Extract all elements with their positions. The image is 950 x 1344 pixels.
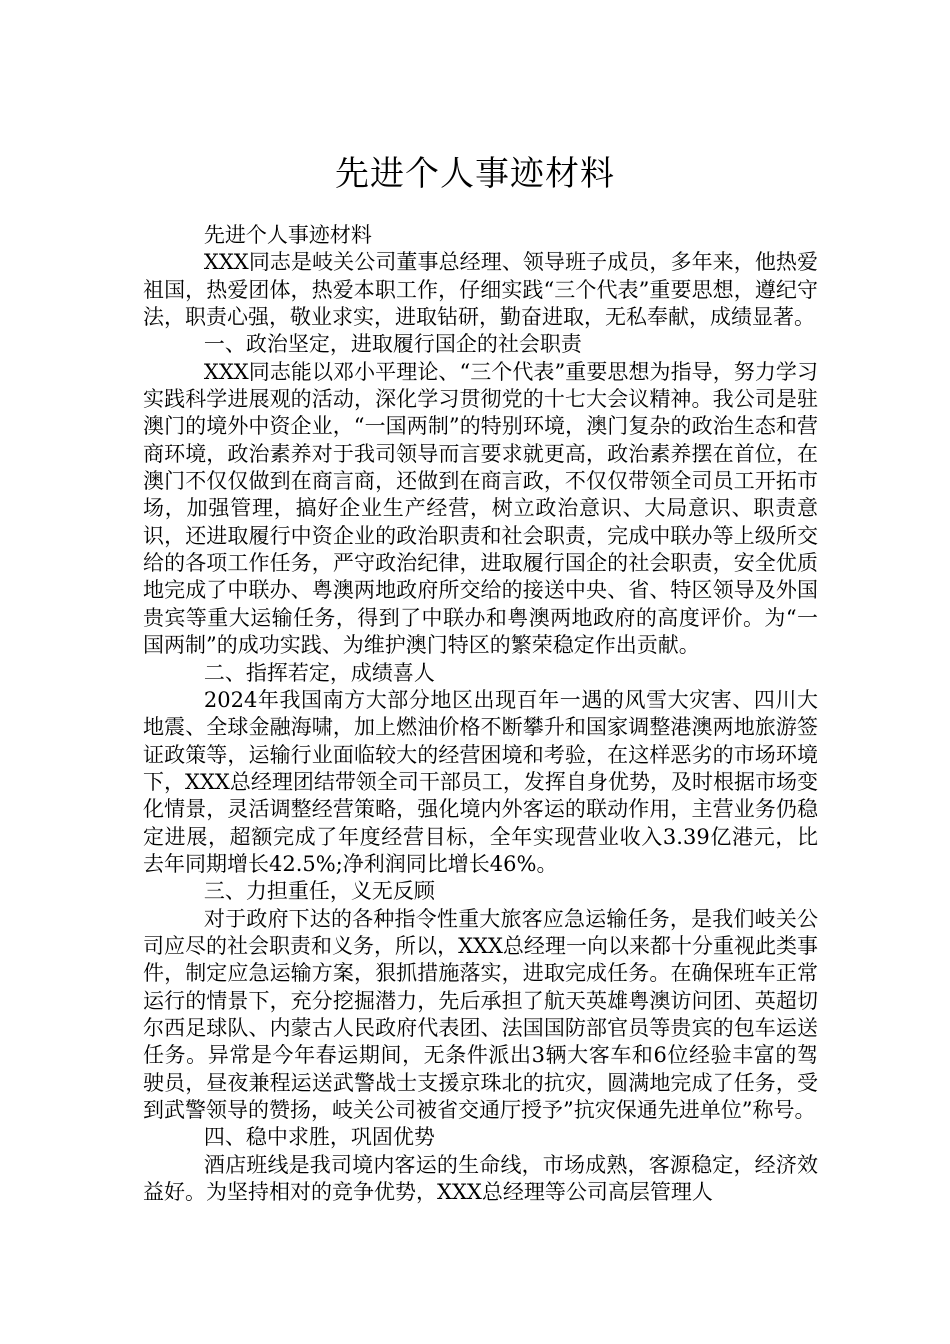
section-heading-4: 四、稳中求胜，巩固优势 — [203, 1125, 435, 1150]
paragraph-subtitle: 先进个人事迹材料 — [203, 223, 372, 247]
document-title: 先进个人事迹材料 — [335, 153, 615, 194]
document-body — [143, 222, 818, 1206]
paragraph-section-3: 对于政府下达的各种指令性重大旅客应急运输任务，是我们岐关公司应尽的社会职责和义务，所以，XXX总经理一向以来都十分重视此类事件，制定应急运输方案，狠抓措施落实，进取完成任务。在确保班车正常运行的情景下，充分挖掘潜力，先后承担了航天英雄粤澳访问团、英超切尔西足球队、内蒙古人民政府代表团、法国国防部官员等贵宾的包车运送任务。异常是今年春运期间，无条件派出3辆大客车和6位经验丰富的驾驶员，昼夜兼程运送武警战士支援京珠北的抗灾，圆满地完成了任务，受到武警领导的赞扬，岐关公司被省交通厅授予”抗灾保通先进单位”称号。 — [143, 906, 818, 1122]
paragraph-section-1: XXX同志能以邓小平理论、“三个代表”重要思想为指导，努力学习实践科学进展观的活动，深化学习贯彻党的十七大会议精神。我公司是驻澳门的境外中资企业，“一国两制”的特别环境，澳门复杂的政治生态和营商环境，政治素养对于我司领导而言要求就更高，政治素养摆在首位，在澳门不仅仅做到在商言商，还做到在商言政，不仅仅带领全司员工开拓市场，加强管理，搞好企业生产经营，树立政治意识、大局意识、职责意识，还进取履行中资企业的政治职责和社会职责，完成中联办等上级所交给的各项工作任务，严守政治纪律，进取履行国企的社会职责，安全优质地完成了中联办、粤澳两地政府所交给的接送中央、省、特区领导及外国贵宾等重大运输任务，得到了中联办和粤澳两地政府的高度评价。为“一国两制”的成功实践、为维护澳门特区的繁荣稳定作出贡献。 — [143, 359, 818, 658]
paragraph-section-4: 酒店班线是我司境内客运的生命线，市场成熟，客源稳定，经济效益好。为坚持相对的竞争优势，XXX总经理等公司高层管理人 — [143, 1152, 818, 1205]
section-heading-3: 三、力担重任，义无反顾 — [203, 879, 435, 904]
paragraph-intro: XXX同志是岐关公司董事总经理、领导班子成员，多年来，他热爱祖国，热爱团体，热爱本职工作，仔细实践“三个代表”重要思想，遵纪守法，职责心强，敬业求实，进取钻研，勤奋进取，无私奉献，成绩显著。 — [143, 250, 818, 330]
paragraph-section-2: 2024年我国南方大部分地区出现百年一遇的风雪大灾害、四川大地震、全球金融海啸，加上燃油价格不断攀升和国家调整港澳两地旅游签证政策等，运输行业面临较大的经营困境和考验，在这样恶劣的市场环境下，XXX总经理团结带领全司干部员工，发挥自身优势，及时根据市场变化情景，灵活调整经营策略，强化境内外客运的联动作用，主营业务仍稳定进展，超额完成了年度经营目标，全年实现营业收入3.39亿港元，比去年同期增长42.5%;净利润同比增长46%。 — [143, 687, 818, 876]
section-heading-2: 二、指挥若定，成绩喜人 — [203, 660, 435, 685]
section-heading-1: 一、政治坚定，进取履行国企的社会职责 — [203, 332, 582, 357]
